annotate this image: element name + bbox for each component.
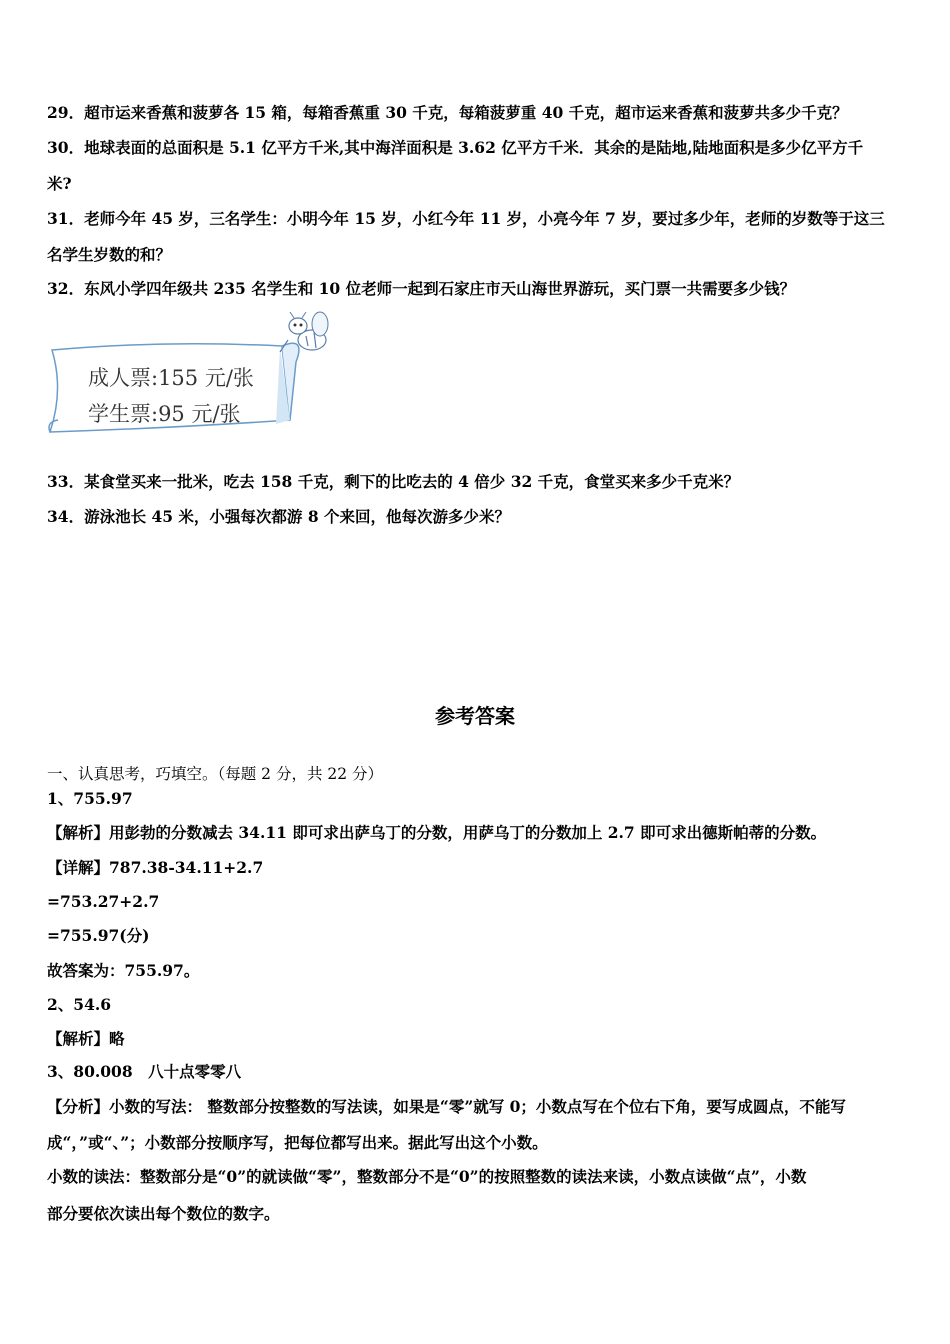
section-heading: 一、认真思考，巧填空。（每题 2 分，共 22 分） bbox=[47, 765, 384, 783]
answer-1: 1、755.97 bbox=[47, 789, 133, 808]
answer-3: 3、80.008 八十点零零八 bbox=[47, 1062, 242, 1081]
answer-3-reading-rule: 小数的读法：整数部分是“0”的就读做“零”，整数部分不是“0”的按照整数的读法来读，小数点读做“点”，小数 bbox=[47, 1167, 807, 1186]
adult-ticket-price: 成人票:155 元/张 bbox=[88, 366, 254, 390]
answer-1-step-1: =753.27+2.7 bbox=[47, 892, 160, 911]
question-34: 34．游泳池长 45 米，小强每次都游 8 个来回，他每次游多少米？ bbox=[47, 507, 511, 526]
question-30-continued: 米? bbox=[47, 174, 72, 193]
answer-1-detail: 【详解】787.38-34.11+2.7 bbox=[47, 858, 264, 877]
question-29: 29．超市运来香蕉和菠萝各 15 箱，每箱香蕉重 30 千克，每箱菠萝重 40 千克，超市运来香蕉和菠萝共多少千克？ bbox=[47, 103, 848, 122]
question-31: 31．老师今年 45 岁，三名学生：小明今年 15 岁，小红今年 11 岁，小亮今年 7 岁，要过多少年，老师的岁数等于这三 bbox=[47, 209, 885, 228]
answer-1-step-2: =755.97(分) bbox=[47, 926, 150, 945]
answer-1-conclusion: 故答案为：755.97。 bbox=[47, 961, 200, 980]
answer-2: 2、54.6 bbox=[47, 995, 112, 1014]
answer-2-analysis: 【解析】略 bbox=[47, 1029, 125, 1048]
answers-title: 参考答案 bbox=[435, 704, 515, 728]
answer-3-analysis: 【分析】小数的写法： 整数部分按整数的写法读，如果是“零”就写 0；小数点写在个位右下角，要写成圆点，不能写 bbox=[47, 1097, 846, 1116]
answer-3-reading-rule-continued: 部分要依次读出每个数位的数字。 bbox=[47, 1204, 280, 1223]
ticket-price-sign bbox=[44, 310, 344, 440]
question-32: 32．东风小学四年级共 235 名学生和 10 位老师一起到石家庄市天山海世界游玩，买门票一共需要多少钱？ bbox=[47, 279, 796, 298]
student-ticket-price: 学生票:95 元/张 bbox=[88, 402, 241, 426]
question-31-continued: 名学生岁数的和？ bbox=[47, 245, 172, 264]
question-33: 33．某食堂买来一批米，吃去 158 千克，剩下的比吃去的 4 倍少 32 千克，食堂买来多少千克米？ bbox=[47, 472, 740, 491]
answer-3-analysis-continued: 成“，”或“、”；小数部分按顺序写，把每位都写出来。据此写出这个小数。 bbox=[47, 1133, 548, 1152]
question-30: 30．地球表面的总面积是 5.1 亿平方千米,其中海洋面积是 3.62 亿平方千米．其余的是陆地,陆地面积是多少亿平方千 bbox=[47, 138, 864, 157]
answer-1-analysis: 【解析】用彭勃的分数减去 34.11 即可求出萨乌丁的分数，用萨乌丁的分数加上 2.7 即可求出德斯帕蒂的分数。 bbox=[47, 823, 827, 842]
